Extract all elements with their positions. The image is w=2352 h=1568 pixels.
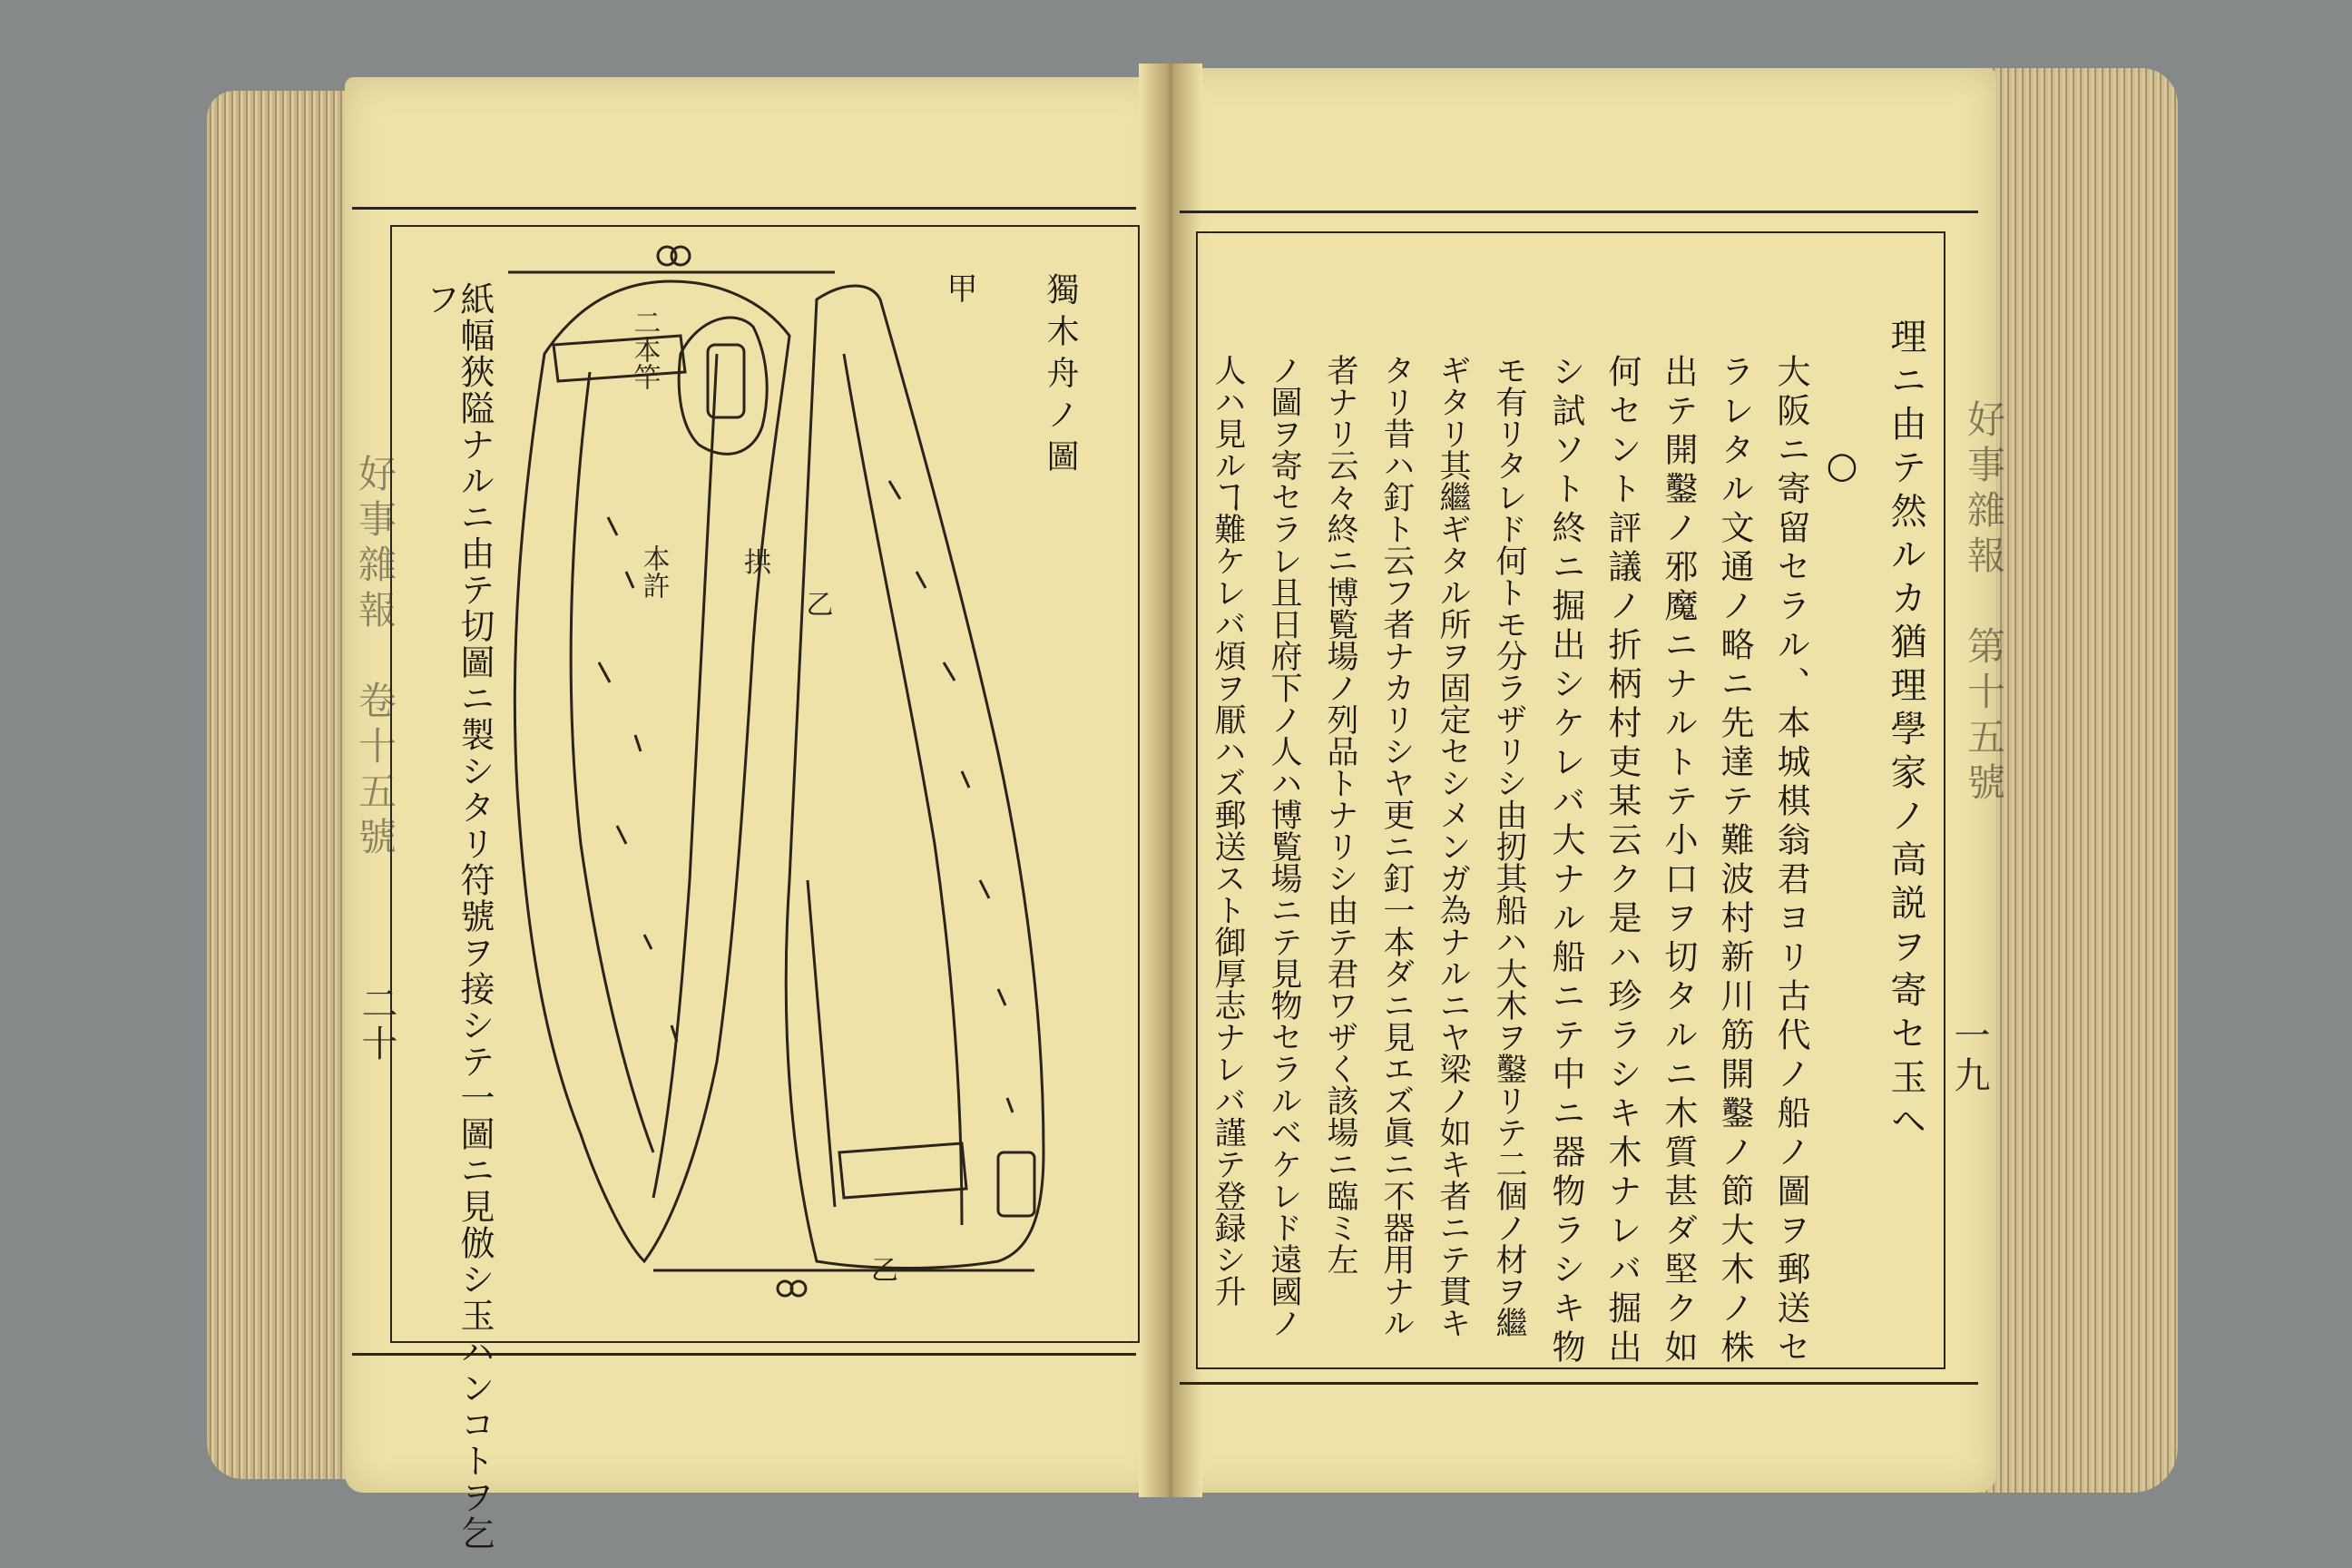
- text-column: 出テ開鑿ノ邪魔ニナルトテ小口ヲ切タルニ木質甚ダ堅ク如: [1659, 354, 1698, 1368]
- text-column: モ有リタレド何トモ分ラザリシ由扨其船ハ大木ヲ鑿リテ二個ノ材ヲ繼: [1491, 354, 1527, 1338]
- section-circle-mark: ○: [1821, 445, 1863, 490]
- figure-title: 獨木舟ノ圖: [1042, 272, 1079, 481]
- right-page-edges: [1983, 68, 2178, 1493]
- dugout-canoe-drawing: [490, 245, 1071, 1316]
- right-margin-title: 好事雜報 第十五號: [1962, 399, 2006, 808]
- drawing-label-b2: 乙: [871, 1255, 898, 1287]
- text-column: タリ昔ハ釘ト云フ者ナカリシヤ更ニ釘一本ダニ見エズ眞ニ不器用ナル: [1378, 354, 1415, 1338]
- text-column: 大阪ニ寄留セラル、本城棋翁君ヨリ古代ノ船ノ圖ヲ郵送セ: [1771, 354, 1810, 1368]
- text-column: 人ハ見ルヿ難ケレバ煩ヲ厭ハズ郵送スト御厚志ナレバ謹テ登録シ升: [1210, 354, 1246, 1307]
- left-page-edges: [207, 91, 361, 1479]
- drawing-label-pole: 二本竿: [628, 309, 661, 390]
- drawing-label-seat: 拱: [744, 547, 771, 579]
- text-column: 者ナリ云々終ニ博覧場ノ列品トナリシ由テ君ワザく該場ニ臨ミ左: [1322, 354, 1358, 1275]
- canoe-illustration: [490, 245, 1071, 1316]
- drawing-label-b: 乙: [800, 590, 833, 617]
- article-headline: 理ニ由テ然ルカ猶理學家ノ高説ヲ寄セ玉ヘ: [1885, 318, 1926, 1145]
- text-column: シ試ソト終ニ掘出シケレバ大ナル船ニテ中ニ器物ラシキ物: [1546, 354, 1585, 1368]
- left-page-number: 二十: [356, 985, 397, 1064]
- text-column: 何セント評議ノ折柄村吏某云ク是ハ珍ラシキ木ナレバ掘出: [1602, 354, 1642, 1368]
- text-column: ラレタル文通ノ略ニ先達テ難波村新川筋開鑿ノ節大木ノ株: [1715, 354, 1754, 1368]
- text-column: ギタリ其繼ギタル所ヲ固定セシメンガ為ナルニヤ梁ノ如キ者ニテ貫キ: [1435, 354, 1471, 1338]
- text-column: ノ圖ヲ寄セラレ且日府下ノ人ハ博覧場ニテ見物セラルベケレド遠國ノ: [1266, 354, 1302, 1338]
- drawing-label-base: 本許: [637, 544, 670, 599]
- figure-caption: 紙幅狹隘ナルニ由テ切圖ニ製シタリ符號ヲ接シテ一圖ニ見倣シ玉ハンコトヲ乞フ: [420, 281, 495, 1552]
- figure-label-top: 甲: [941, 272, 977, 307]
- right-page-number: 一九: [1948, 1016, 1990, 1096]
- left-margin-title: 好事雜報 卷十五號: [353, 454, 397, 862]
